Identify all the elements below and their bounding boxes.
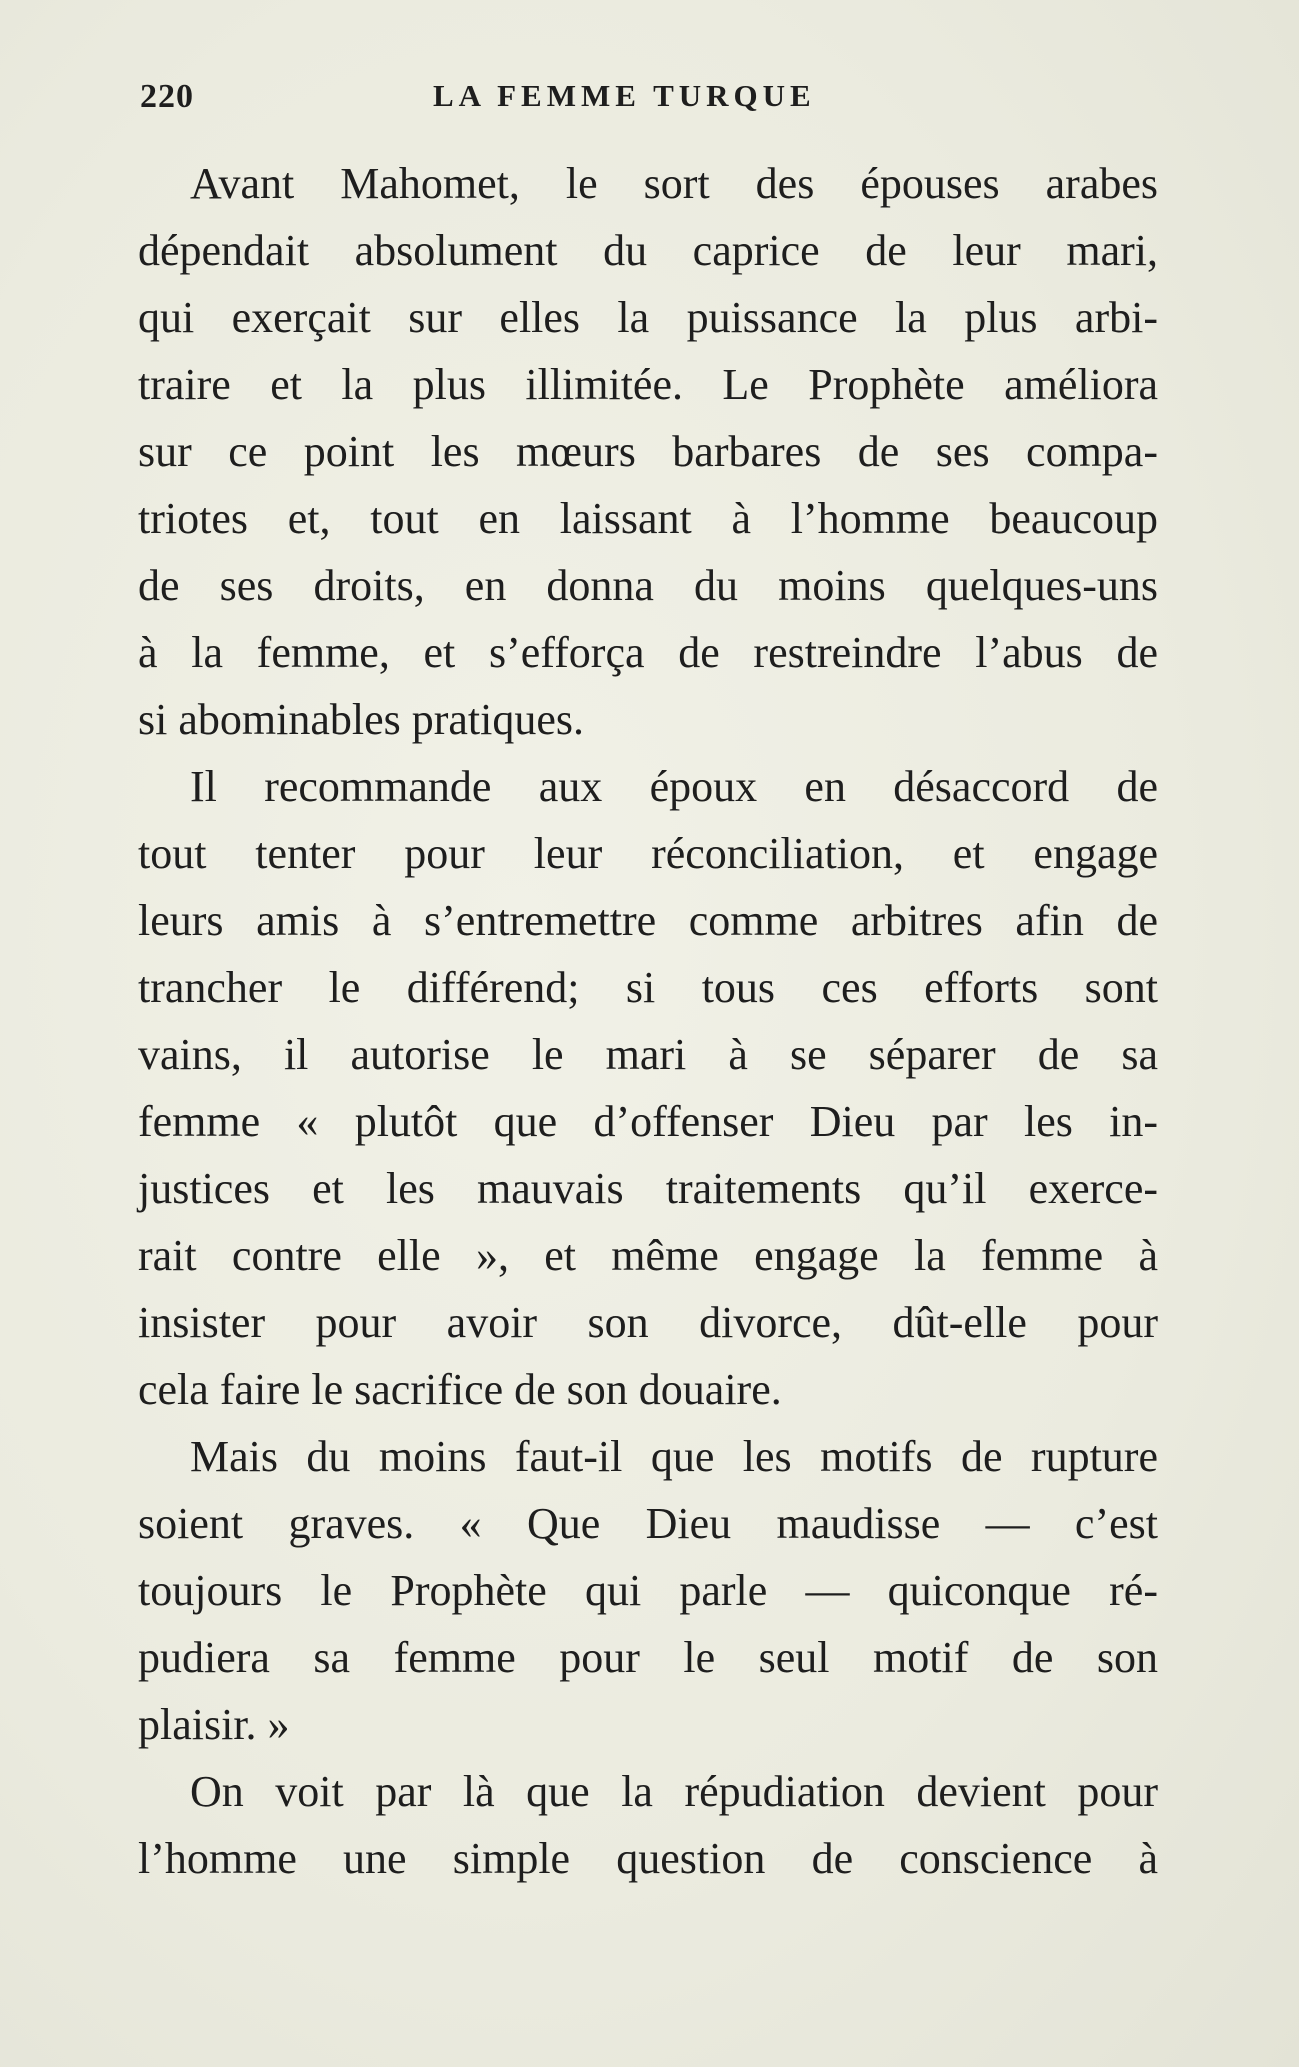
paragraph	[138, 1423, 1158, 1758]
text-line: plaisir. »	[138, 1700, 290, 1749]
running-title: LA FEMME TURQUE	[433, 78, 816, 113]
paragraph	[138, 753, 1158, 1423]
text-line: si abominables pratiques.	[138, 695, 585, 744]
text-line: leurs amis à s’entremettre comme arbitres afin de	[138, 896, 1158, 945]
text-line: insister pour avoir son divorce, dût-elle pour	[138, 1298, 1158, 1347]
page-number: 220	[140, 78, 194, 115]
text-line: tout tenter pour leur réconciliation, et engage	[138, 829, 1158, 878]
text-line: trancher le différend; si tous ces efforts sont	[138, 963, 1158, 1012]
text-line: à la femme, et s’efforça de restreindre l’abus de	[138, 628, 1158, 677]
text-line: traire et la plus illimitée. Le Prophète améliora	[138, 360, 1158, 409]
text-line: rait contre elle », et même engage la femme à	[138, 1231, 1158, 1280]
text-line: de ses droits, en donna du moins quelques-uns	[138, 561, 1158, 610]
text-line: Il recommande aux époux en désaccord de	[190, 762, 1158, 811]
text-line: On voit par là que la répudiation devient pour	[190, 1767, 1158, 1816]
text-line: sur ce point les mœurs barbares de ses compa-	[138, 427, 1158, 476]
text-line: pudiera sa femme pour le seul motif de son	[138, 1633, 1158, 1682]
text-line: vains, il autorise le mari à se séparer de sa	[138, 1030, 1158, 1079]
text-line: toujours le Prophète qui parle — quiconque ré-	[138, 1566, 1158, 1615]
text-line: triotes et, tout en laissant à l’homme beaucoup	[138, 494, 1158, 543]
text-line: justices et les mauvais traitements qu’il exerce-	[138, 1164, 1158, 1213]
text-line: dépendait absolument du caprice de leur mari,	[138, 226, 1158, 275]
paragraph	[138, 1758, 1158, 1892]
text-line: Mais du moins faut-il que les motifs de rupture	[190, 1432, 1158, 1481]
text-line: soient graves. « Que Dieu maudisse — c’est	[138, 1499, 1158, 1548]
text-line: qui exerçait sur elles la puissance la plus arbi-	[138, 293, 1158, 342]
text-line: cela faire le sacrifice de son douaire.	[138, 1365, 782, 1414]
text-line: Avant Mahomet, le sort des épouses arabes	[190, 159, 1158, 208]
text-line: l’homme une simple question de conscience à	[138, 1834, 1158, 1883]
text-line: femme « plutôt que d’offenser Dieu par les in-	[138, 1097, 1158, 1146]
body-text	[138, 150, 1158, 1892]
paragraph	[138, 150, 1158, 753]
page-header	[140, 78, 1158, 126]
